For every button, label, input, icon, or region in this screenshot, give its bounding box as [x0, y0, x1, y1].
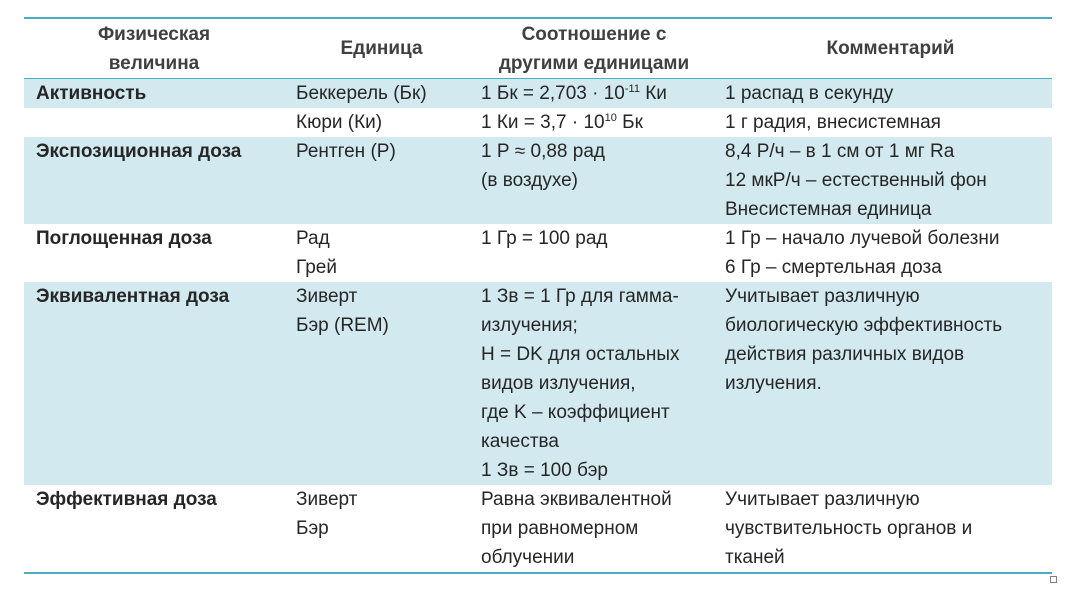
header-relation: Соотношение с другими единицами	[498, 23, 690, 74]
unit-cell: Беккерель (Бк)	[296, 83, 427, 104]
comment-cell: 1 г радия, внесистемная	[725, 112, 941, 133]
table-row-exposure	[24, 137, 1052, 224]
relation-cell: 1 Ки = $3,7 \cdot 10^{10}$ Бк	[481, 112, 643, 133]
table-row-activity	[24, 79, 1052, 137]
quantity-name: Активность	[36, 83, 147, 104]
quantity-name: Экспозиционная доза	[36, 141, 242, 162]
relation-cell: 1 Р ≈ 0,88 рад (в воздухе)	[481, 141, 605, 191]
relation-cell: Равна эквивалентной при равномерном облучении	[481, 489, 672, 568]
quantity-name: Эффективная доза	[36, 489, 217, 510]
table-bottom-rule	[24, 572, 1052, 574]
header-unit: Единица	[340, 38, 423, 59]
unit-cell: Зиверт Бэр (REM)	[296, 286, 389, 336]
relation-cell: 1 Бк = $2,703 \cdot 10^{-11}$ Ки	[481, 83, 667, 104]
comment-cell: 1 распад в секунду	[725, 83, 894, 104]
table-row-equivalent	[24, 282, 1052, 485]
table-row-absorbed	[24, 224, 1052, 282]
table-row-effective	[24, 485, 1052, 572]
unit-cell: Зиверт Бэр	[296, 489, 358, 539]
relation-cell: 1 Зв = 1 Гр для гамма- излучения; H = DK для остальных видов излучения, где K – коэффициент качества 1 Зв = 100 бэр	[481, 286, 680, 481]
quantity-name: Поглощенная доза	[36, 228, 212, 249]
header-comment: Комментарий	[826, 38, 955, 59]
units-table	[24, 17, 1052, 574]
comment-cell: Учитывает различную биологическую эффективность действия различных видов излучения.	[725, 286, 1003, 394]
quantity-name: Эквивалентная доза	[36, 286, 230, 307]
unit-cell: Кюри (Ки)	[296, 112, 383, 133]
unit-cell: Рад Грей	[296, 228, 337, 278]
resize-handle[interactable]	[1050, 576, 1057, 583]
comment-cell: 1 Гр – начало лучевой болезни 6 Гр – смертельная доза	[725, 228, 1000, 278]
unit-cell: Рентген (Р)	[296, 141, 396, 162]
comment-cell: 8,4 Р/ч – в 1 см от 1 мг Ra 12 мкР/ч – естественный фон Внесистемная единица	[725, 141, 987, 220]
comment-cell: Учитывает различную чувствительность органов и тканей	[725, 489, 973, 568]
table-header-row	[24, 19, 1052, 78]
relation-cell: 1 Гр = 100 рад	[481, 228, 608, 249]
header-quantity: Физическая величина	[97, 23, 211, 74]
